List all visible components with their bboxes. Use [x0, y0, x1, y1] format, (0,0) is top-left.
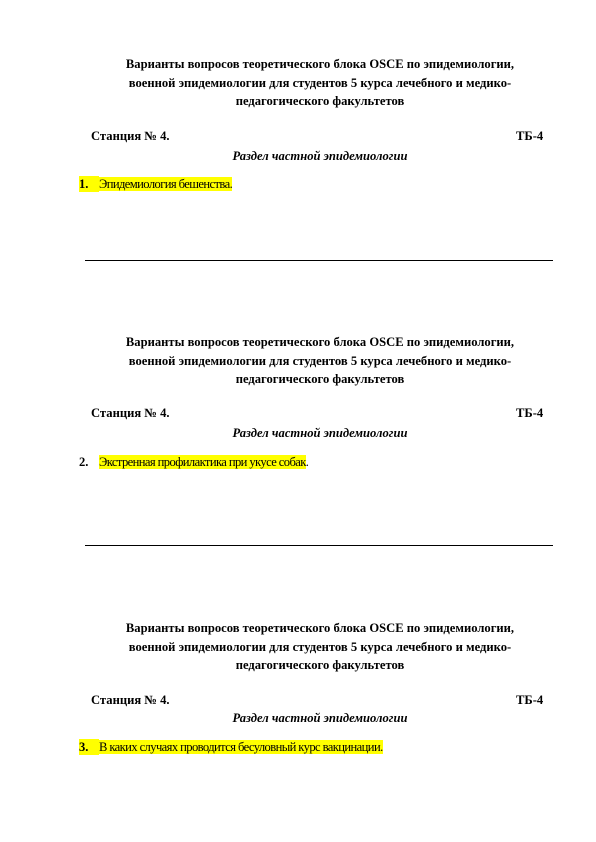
question-number: 2. [79, 455, 89, 469]
question-item [79, 739, 383, 755]
title-line: педагогического факультетов [235, 658, 405, 672]
question-item [79, 176, 232, 192]
station-label: Станция № 4. [91, 406, 170, 420]
question-item [79, 454, 309, 470]
station-code: ТБ-4 [516, 693, 544, 707]
title-line: Варианты вопросов теоретического блока OSCE по эпидемиологии, [125, 621, 515, 635]
card-title [90, 619, 550, 675]
title-line: педагогического факультетов [235, 372, 405, 386]
card-title [90, 333, 550, 389]
title-line: военной эпидемиологии для студентов 5 курса лечебного и медико- [128, 639, 512, 654]
title-line: военной эпидемиологии для студентов 5 курса лечебного и медико- [128, 353, 512, 368]
question-number: 1. [79, 176, 99, 192]
station-label: Станция № 4. [91, 129, 170, 143]
section-heading: Раздел частной эпидемиологии [232, 711, 408, 725]
station-code: ТБ-4 [516, 406, 544, 420]
title-line: Варианты вопросов теоретического блока OSCE по эпидемиологии, [125, 57, 515, 71]
section-heading: Раздел частной эпидемиологии [232, 426, 408, 440]
title-line: Варианты вопросов теоретического блока OSCE по эпидемиологии, [125, 335, 515, 349]
separator-line [85, 260, 553, 261]
question-period: . [305, 455, 309, 469]
question-number: 3. [79, 739, 99, 755]
question-text: Эпидемиология бешенства. [99, 177, 233, 191]
station-code: ТБ-4 [516, 129, 544, 143]
title-line: военной эпидемиологии для студентов 5 курса лечебного и медико- [128, 75, 512, 90]
question-text: В каких случаях проводится бесуловный курс вакцинации. [99, 740, 383, 754]
separator-line [85, 545, 553, 546]
section-heading: Раздел частной эпидемиологии [232, 149, 408, 163]
question-text: Экстренная профилактика при укусе собак [99, 455, 306, 469]
card-title [90, 55, 550, 111]
title-line: педагогического факультетов [235, 94, 405, 108]
station-label: Станция № 4. [91, 693, 170, 707]
